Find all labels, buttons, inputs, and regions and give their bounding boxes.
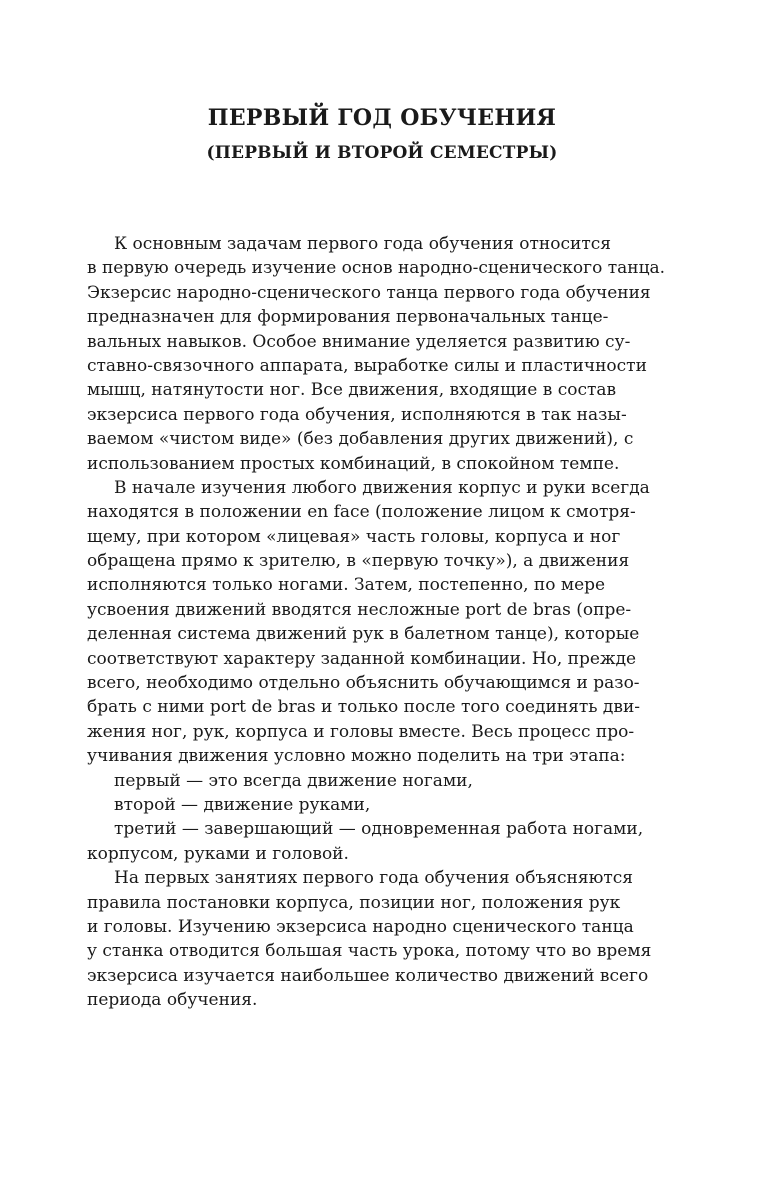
chapter-title: ПЕРВЫЙ ГОД ОБУЧЕНИЯ xyxy=(207,105,557,131)
text-line: вальных навыков. Особое внимание уделяется развитию су- xyxy=(87,331,631,352)
text-line: усвоения движений вводятся несложные port de bras (опре- xyxy=(87,599,632,620)
text-line: всего, необходимо отдельно объяснить обучающимся и разо- xyxy=(87,673,640,694)
text-line: исполняются только ногами. Затем, постепенно, по мере xyxy=(87,575,606,596)
text-line: брать с ними port de bras и только после того соединять дви- xyxy=(87,697,641,718)
text-line: К основным задачам первого года обучения относится xyxy=(114,234,611,254)
text-line: ставно-связочного аппарата, выработке силы и пластичности xyxy=(87,355,647,376)
text-line: находятся в положении en face (положение лицом к смотря- xyxy=(87,502,636,523)
text-line: На первых занятиях первого года обучения объясняются xyxy=(114,868,634,889)
text-line: щему, при котором «лицевая» часть головы, корпуса и ног xyxy=(87,526,621,547)
stage-line: первый — это всегда движение ногами, xyxy=(114,770,473,791)
text-line: использованием простых комбинаций, в спокойном темпе. xyxy=(87,453,620,474)
text-line: экзерсиса первого года обучения, исполняются в так назы- xyxy=(87,404,627,425)
stage-line: второй — движение руками, xyxy=(114,794,371,815)
text-line: жения ног, рук, корпуса и головы вместе. Весь процесс про- xyxy=(87,721,635,742)
text-line: Экзерсис народно-сценического танца первого года обучения xyxy=(87,282,651,303)
text-line: периода обучения. xyxy=(87,990,258,1011)
text-line: обращена прямо к зрителю, в «первую точку»), а движения xyxy=(87,551,630,572)
text-line: ваемом «чистом виде» (без добавления других движений), с xyxy=(87,429,634,450)
text-line: у станка отводится большая часть урока, потому что во время xyxy=(87,941,652,962)
text-line: деленная система движений рук в балетном танце), которые xyxy=(87,624,640,645)
text-line: в первую очередь изучение основ народно-сценического танца. xyxy=(87,258,666,279)
chapter-subtitle: (ПЕРВЫЙ И ВТОРОЙ СЕМЕСТРЫ) xyxy=(206,143,558,163)
text-line: правила постановки корпуса, позиции ног, положения рук xyxy=(87,892,621,913)
text-line: учивания движения условно можно поделить на три этапа: xyxy=(87,746,626,767)
text-line: корпусом, руками и головой. xyxy=(87,843,349,864)
stage-line: третий — завершающий — одновременная работа ногами, xyxy=(114,819,644,840)
text-line: В начале изучения любого движения корпус и руки всегда xyxy=(114,477,650,498)
text-line: и головы. Изучению экзерсиса народно сценического танца xyxy=(87,916,634,937)
text-line: мышц, натянутости ног. Все движения, входящие в состав xyxy=(87,380,617,401)
text-line: предназначен для формирования первоначальных танце- xyxy=(87,307,609,328)
body-text xyxy=(87,232,677,1013)
text-line: соответствуют характеру заданной комбинации. Но, прежде xyxy=(87,648,637,669)
text-line: экзерсиса изучается наибольшее количество движений всего xyxy=(87,965,649,986)
